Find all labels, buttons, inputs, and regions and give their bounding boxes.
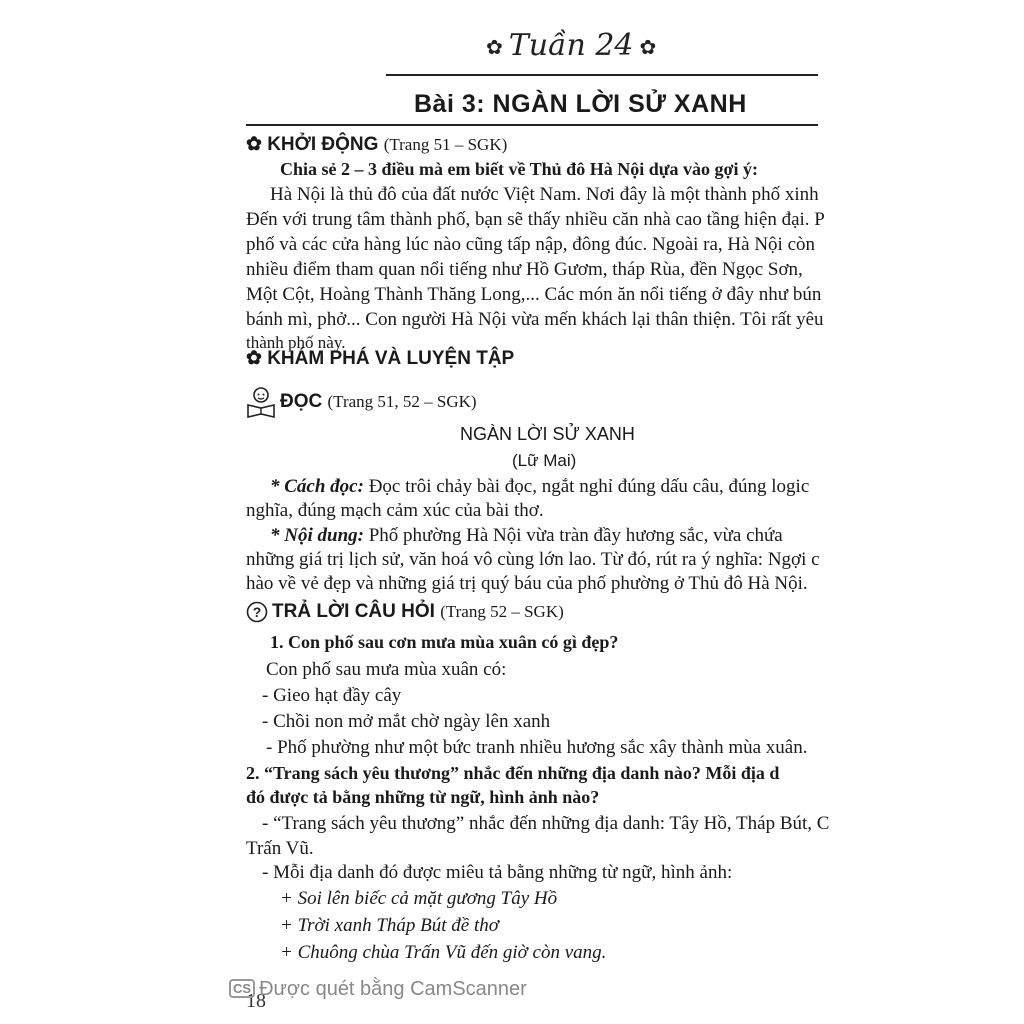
question-2-cont: đó được tả bằng những từ ngữ, hình ảnh nào?	[246, 787, 600, 807]
question-1: 1. Con phố sau cơn mưa mùa xuân có gì đẹp?	[270, 632, 619, 652]
warmup-prompt: Chia sẻ 2 – 3 điều mà em biết về Thủ đô Hà Nội dựa vào gợi ý:	[280, 159, 758, 179]
top-rule	[386, 74, 818, 76]
answers-heading: ? TRẢ LỜI CÂU HỎI (Trang 52 – SGK)	[246, 601, 564, 623]
week-label: Tuần 24	[508, 28, 634, 63]
warmup-line: phố và các cửa hàng lúc nào cũng tấp nập, đông đúc. Ngoài ra, Hà Nội còn	[246, 234, 816, 255]
flower-icon: ✿	[486, 35, 503, 59]
flower-icon: ✿	[246, 348, 268, 369]
week-header	[480, 28, 662, 63]
answer-2-item: + Chuông chùa Trấn Vũ đến giờ còn vang.	[280, 942, 607, 963]
answer-2-item: + Soi lên biếc cả mặt gương Tây Hồ	[280, 888, 558, 909]
answer-1-item: - Chồi non mở mắt chờ ngày lên xanh	[262, 711, 551, 732]
question-2: 2. “Trang sách yêu thương” nhắc đến những địa danh nào? Mỗi địa d	[246, 763, 780, 783]
warmup-line: Một Cột, Hoàng Thành Thăng Long,... Các món ăn nổi tiếng ở đây như bún	[246, 284, 822, 305]
explore-heading: ✿ KHÁM PHÁ VÀ LUYỆN TẬP	[246, 348, 515, 369]
warmup-ref: (Trang 51 – SGK)	[383, 135, 508, 154]
warmup-line: thành phố này.	[246, 333, 346, 352]
flower-icon: ✿	[639, 35, 657, 59]
reading-ref: (Trang 51, 52 – SGK)	[327, 392, 477, 412]
answer-1-item: - Gieo hạt đầy cây	[262, 685, 402, 706]
reading-content-cont: hào về vẻ đẹp và những giá trị quý báu của phố phường ở Thủ đô Hà Nội.	[246, 573, 808, 594]
reading-content-cont: những giá trị lịch sử, văn hoá vô cùng lớn lao. Từ đó, rút ra ý nghĩa: Ngợi c	[246, 549, 820, 570]
answer-1-item: - Phố phường như một bức tranh nhiều hương sắc xây thành mùa xuân.	[266, 737, 808, 758]
answer-2-line: Trấn Vũ.	[246, 838, 314, 859]
reading-child-icon	[246, 386, 276, 418]
svg-text:?: ?	[252, 604, 262, 620]
poem-title: NGÀN LỜI SỬ XANH	[460, 424, 635, 444]
warmup-heading: ✿ KHỞI ĐỘNG (Trang 51 – SGK)	[246, 134, 508, 155]
title-rule	[246, 124, 818, 126]
answer-2-item: + Trời xanh Tháp Bút đề thơ	[280, 915, 499, 936]
reading-content: * Nội dung: Phố phường Hà Nội vừa tràn đầy hương sắc, vừa chứa	[270, 525, 783, 546]
flower-icon: ✿	[246, 134, 268, 155]
answers-ref: (Trang 52 – SGK)	[440, 602, 564, 622]
warmup-line: Đến với trung tâm thành phố, bạn sẽ thấy nhiều căn nhà cao tầng hiện đại. P	[246, 209, 825, 230]
reading-how-cont: nghĩa, đúng mạch cảm xúc của bài thơ.	[246, 500, 544, 521]
warmup-line: bánh mì, phở... Con người Hà Nội vừa mến khách lại thân thiện. Tôi rất yêu	[246, 309, 824, 330]
warmup-line: nhiều điểm tham quan nổi tiếng như Hồ Gươm, tháp Rùa, đền Ngọc Sơn,	[246, 259, 803, 280]
page-number: 18	[246, 990, 266, 1012]
reading-how: * Cách đọc: Đọc trôi chảy bài đọc, ngắt nghỉ đúng dấu câu, đúng logic	[270, 476, 810, 497]
lesson-title: Bài 3: NGÀN LỜI SỬ XANH	[414, 90, 747, 118]
camscanner-logo-icon: CS	[229, 979, 255, 998]
scanner-watermark	[229, 978, 527, 1001]
answer-2-line: - “Trang sách yêu thương” nhắc đến những địa danh: Tây Hồ, Tháp Bút, C	[262, 813, 830, 834]
question-icon	[246, 601, 268, 623]
answer-1-intro: Con phố sau mưa mùa xuân có:	[266, 659, 507, 680]
warmup-line: Hà Nội là thủ đô của đất nước Việt Nam. Nơi đây là một thành phố xinh	[270, 184, 819, 205]
answer-2-line: - Mỗi địa danh đó được miêu tả bằng những từ ngữ, hình ảnh:	[262, 862, 733, 883]
scanner-note: Được quét bằng CamScanner	[259, 978, 527, 1000]
poem-author: (Lữ Mai)	[512, 451, 577, 470]
reading-heading: ĐỌC (Trang 51, 52 – SGK)	[246, 386, 477, 418]
